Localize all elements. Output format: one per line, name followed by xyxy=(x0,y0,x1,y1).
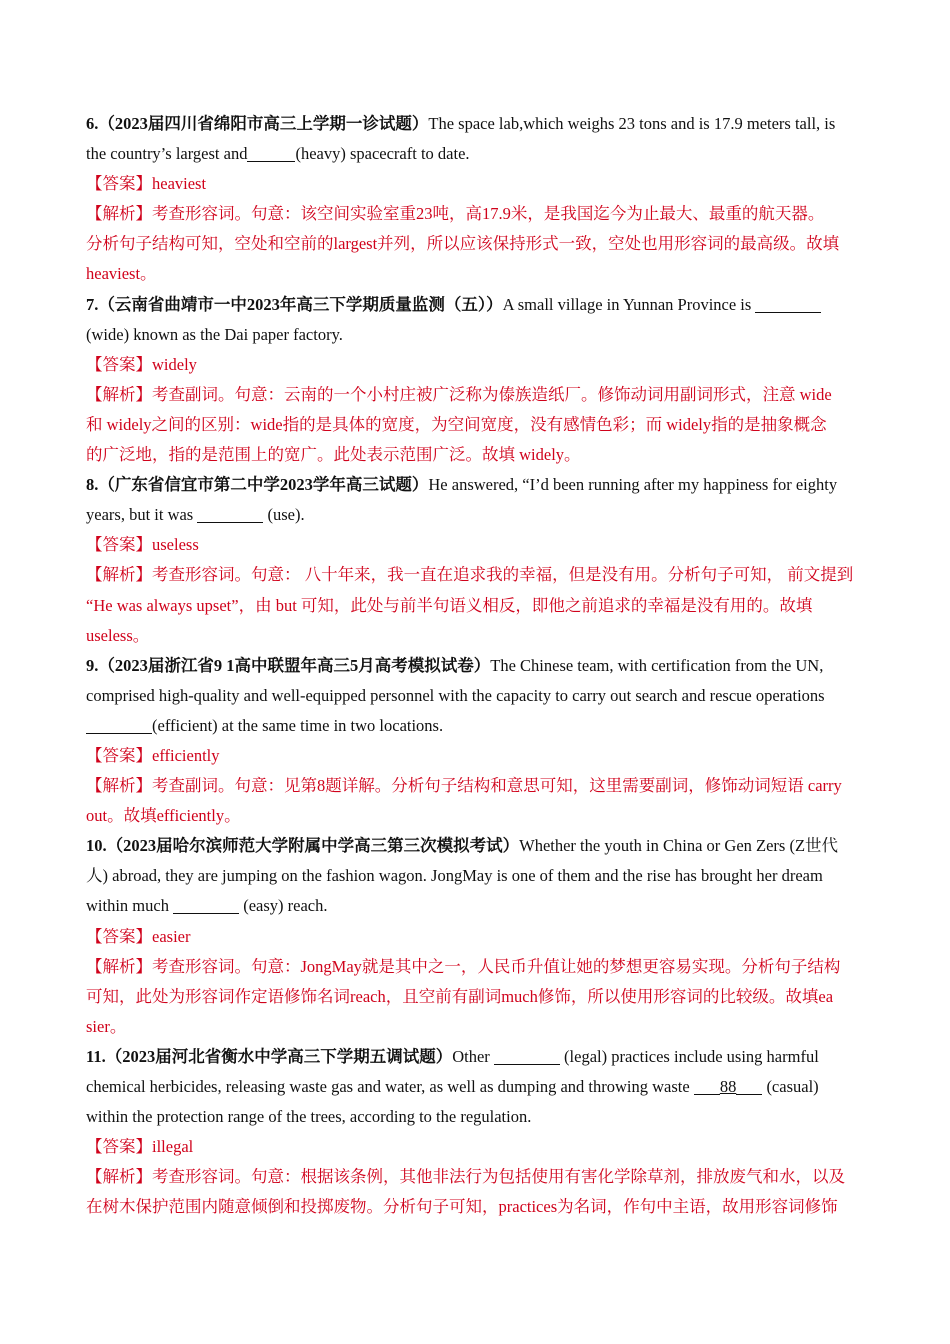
question-number: 9. xyxy=(86,655,99,675)
question-text: The space lab,which weighs 23 tons and is 17.9 meters tall, is xyxy=(428,114,836,133)
question-source: （2023届河北省衡水中学高三下学期五调试题） xyxy=(105,1046,453,1066)
question-number: 8. xyxy=(86,475,99,495)
analysis-line: out。故填efficiently。 xyxy=(86,806,241,826)
question-source: （2023届哈尔滨师范大学附属中学高三第三次模拟考试） xyxy=(106,836,520,856)
analysis-line: 可知，此处为形容词作定语修饰名词reach，且空前有副词much修饰，所以使用形容词的比较级。故填ea xyxy=(86,986,834,1006)
question-stem: chemical herbicides, releasing waste gas and water, as well as dumping and throwing waste 88 (casual) xyxy=(86,1077,819,1096)
answer-label: 【答案】 xyxy=(86,745,152,765)
answer-blank xyxy=(736,1076,762,1095)
analysis-line: 【解析】考查形容词。句意：JongMay就是其中之一，人民币升值让她的梦想更容易实现。分析句子结构 xyxy=(86,956,841,976)
answer-blank xyxy=(197,504,263,523)
analysis-line: 【解析】考查形容词。句意： 八十年来，我一直在追求我的幸福，但是没有用。分析句子可知， 前文提到 xyxy=(86,565,854,585)
question-source: （广东省信宜市第二中学2023学年高三试题） xyxy=(98,475,429,495)
question-stem: 9.（2023届浙江省9 1高中联盟年高三5月高考模拟试卷）The Chinese team, with certification from the UN, xyxy=(86,655,824,675)
blank-number: 88 xyxy=(719,1077,737,1096)
analysis-line: 的广泛地，指的是范围上的宽广。此处表示范围广泛。故填 widely。 xyxy=(86,445,581,465)
answer-value: efficiently xyxy=(152,745,220,765)
answer-line xyxy=(86,350,864,380)
question-stem: the country’s largest and (heavy) spacecraft to date. xyxy=(86,144,470,164)
analysis-label: 【解析】 xyxy=(86,776,152,796)
answer-line xyxy=(86,922,864,952)
answer-blank xyxy=(173,895,239,914)
question-stem xyxy=(86,109,864,139)
analysis-line: 【解析】考查形容词。句意：该空间实验室重23吨，高17.9米，是我国迄今为止最大、最重的航天器。 xyxy=(86,204,825,224)
question-stem: (wide) known as the Dai paper factory. xyxy=(86,324,343,344)
question-10 xyxy=(86,831,864,1042)
question-stem: 人) abroad, they are jumping on the fashion wagon. JongMay is one of them and the rise has brought her dream xyxy=(86,866,823,886)
answer-value: illegal xyxy=(152,1137,194,1157)
answer-value: easier xyxy=(152,926,191,946)
question-8 xyxy=(86,470,864,651)
answer-value: widely xyxy=(152,354,197,374)
answer-label: 【答案】 xyxy=(86,926,152,946)
question-number: 6. xyxy=(86,114,99,133)
analysis-label: 【解析】 xyxy=(86,956,152,976)
answer-line xyxy=(86,169,864,199)
answer-line xyxy=(86,1132,864,1162)
answer-label: 【答案】 xyxy=(86,354,152,374)
question-stem: within much (easy) reach. xyxy=(86,896,328,916)
question-number: 7. xyxy=(86,294,99,314)
answer-blank xyxy=(86,715,152,734)
analysis-line: 分析句子结构可知，空处和空前的largest并列，所以应该保持形式一致，空处也用形容词的最高级。故填 xyxy=(86,234,840,254)
analysis-line: useless。 xyxy=(86,625,150,645)
question-stem: (efficient) at the same time in two locations. xyxy=(86,711,864,741)
analysis-line: “He was always upset”，由 but 可知，此处与前半句语义相反，即他之前追求的幸福是没有用的。故填 xyxy=(86,595,813,615)
analysis-line: sier。 xyxy=(86,1016,127,1036)
question-7 xyxy=(86,290,864,471)
answer-blank xyxy=(494,1046,560,1065)
analysis-label: 【解析】 xyxy=(86,384,152,404)
analysis-line: heaviest。 xyxy=(86,264,157,284)
answer-blank xyxy=(694,1076,720,1095)
question-number: 10. xyxy=(86,836,107,856)
analysis-line: 【解析】考查副词。句意：云南的一个小村庄被广泛称为傣族造纸厂。修饰动词用副词形式，注意 wide xyxy=(86,384,832,404)
analysis-label: 【解析】 xyxy=(86,204,152,224)
analysis-label: 【解析】 xyxy=(86,1167,152,1187)
question-11 xyxy=(86,1042,864,1223)
question-stem: 8.（广东省信宜市第二中学2023学年高三试题）He answered, “I’d been running after my happiness for eighty xyxy=(86,475,838,495)
analysis-line: 和 widely之间的区别：wide指的是具体的宽度，为空间宽度，没有感情色彩；而 widely指的是抽象概念 xyxy=(86,414,827,434)
question-source: （2023届四川省绵阳市高三上学期一诊试题） xyxy=(98,114,429,133)
answer-blank xyxy=(755,294,821,313)
question-stem: 11.（2023届河北省衡水中学高三下学期五调试题）Other (legal) practices include using harmful xyxy=(86,1046,819,1066)
analysis-line: 【解析】考查形容词。句意：根据该条例，其他非法行为包括使用有害化学除草剂，排放废气和水，以及 xyxy=(86,1167,845,1187)
analysis-line: 【解析】考查副词。句意：见第8题详解。分析句子结构和意思可知，这里需要副词，修饰动词短语 carry xyxy=(86,776,842,796)
answer-label: 【答案】 xyxy=(86,1137,152,1157)
analysis-label: 【解析】 xyxy=(86,565,152,585)
question-source: （2023届浙江省9 1高中联盟年高三5月高考模拟试卷） xyxy=(98,655,491,675)
question-stem: within the protection range of the trees, according to the regulation. xyxy=(86,1107,532,1127)
question-stem: 7.（云南省曲靖市一中2023年高三下学期质量监测（五））A small village in Yunnan Province is xyxy=(86,290,864,320)
answer-label: 【答案】 xyxy=(86,535,152,555)
question-stem: 10.（2023届哈尔滨师范大学附属中学高三第三次模拟考试）Whether the youth in China or Gen Zers (Z世代 xyxy=(86,836,839,856)
question-6 xyxy=(86,109,864,290)
question-source: （云南省曲靖市一中2023年高三下学期质量监测（五）） xyxy=(98,294,503,314)
question-stem: years, but it was (use). xyxy=(86,505,305,525)
answer-value: useless xyxy=(152,535,199,555)
answer-line xyxy=(86,530,864,560)
question-stem: comprised high-quality and well-equipped personnel with the capacity to carry out search and rescue operations xyxy=(86,685,825,705)
analysis-line: 在树木保护范围内随意倾倒和投掷废物。分析句子可知，practices为名词，作句中主语，故用形容词修饰 xyxy=(86,1197,838,1217)
answer-blank xyxy=(247,143,295,162)
answer-label: 【答案】 xyxy=(86,174,152,194)
question-number: 11. xyxy=(86,1046,106,1066)
answer-line xyxy=(86,741,864,771)
question-9 xyxy=(86,651,864,832)
answer-value: heaviest xyxy=(152,174,207,194)
